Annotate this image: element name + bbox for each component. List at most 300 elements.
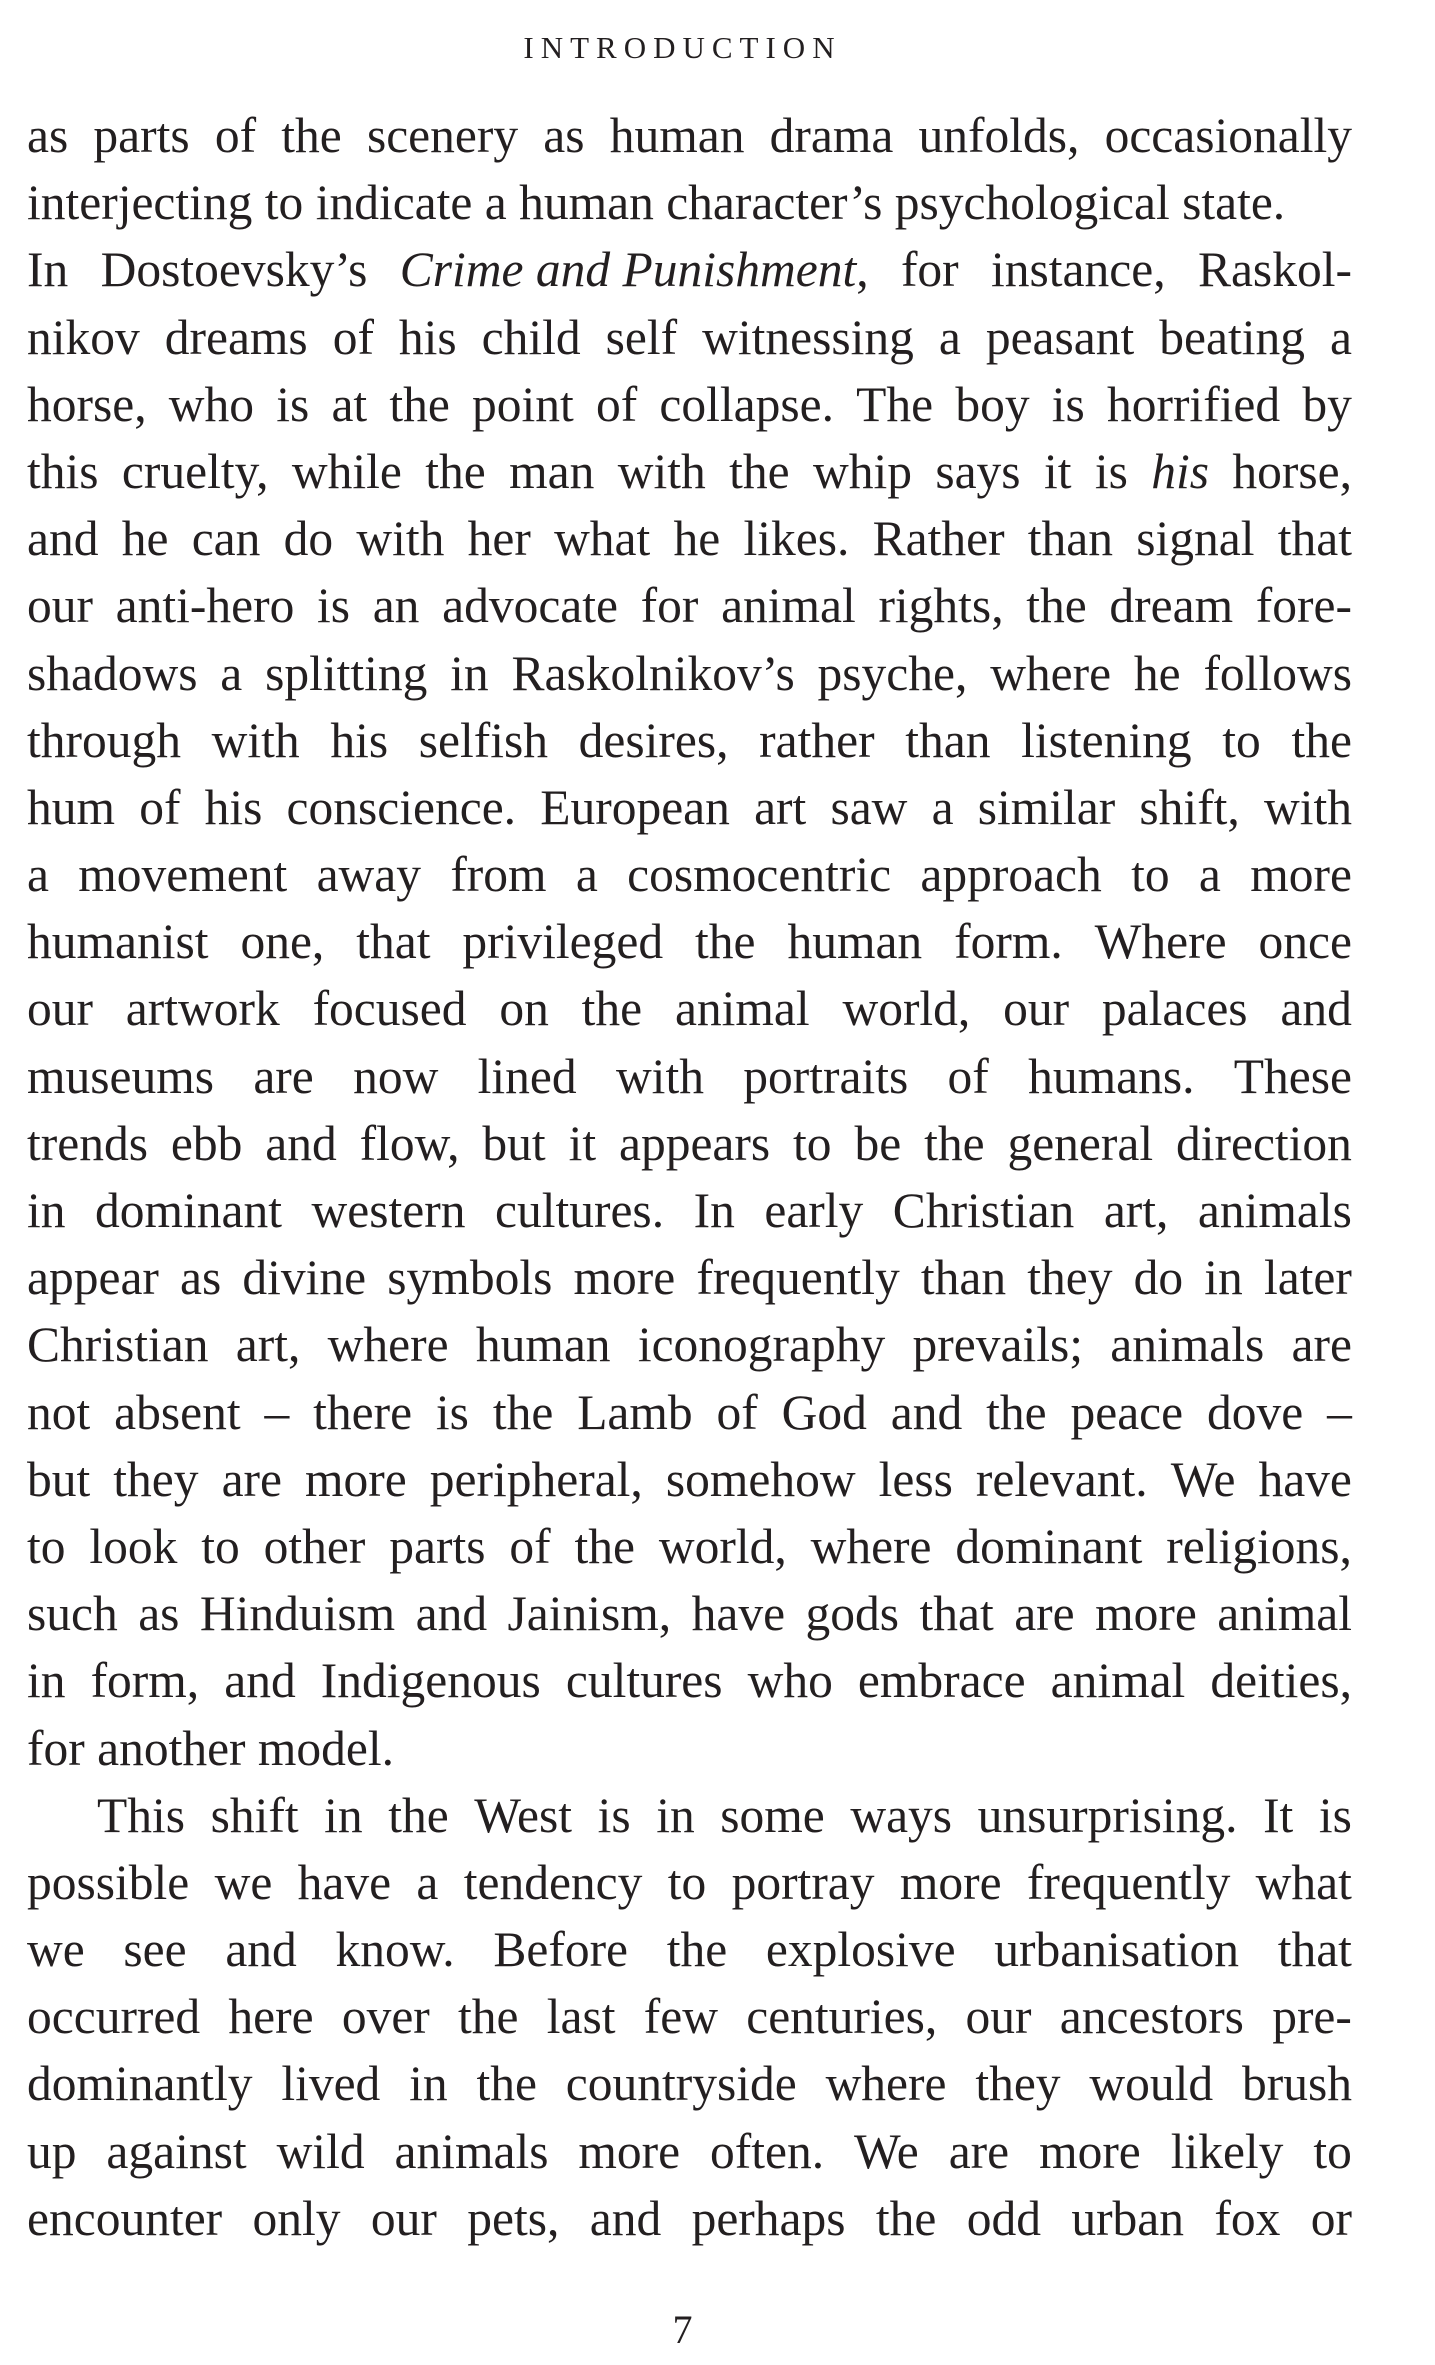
text-line — [27, 2050, 1352, 2117]
word: our — [27, 981, 93, 1037]
word: flow, — [359, 1115, 460, 1171]
word: beating — [1159, 309, 1305, 365]
word: to — [1222, 712, 1261, 768]
word: iconography — [637, 1317, 886, 1373]
word: our — [1003, 981, 1070, 1037]
word: general — [1007, 1115, 1154, 1171]
page-number: 7 — [672, 2307, 693, 2352]
word: human — [519, 175, 654, 231]
word: movement — [78, 847, 288, 903]
text-line — [27, 640, 1352, 707]
word: is — [276, 376, 310, 432]
word: as — [543, 108, 585, 163]
word: to — [1313, 2123, 1352, 2179]
word: he — [1133, 645, 1181, 701]
word: cruelty, — [121, 443, 269, 499]
word: The — [856, 376, 934, 432]
word: where — [990, 645, 1112, 701]
word: scenery — [366, 108, 519, 163]
word: centuries, — [746, 1989, 938, 2045]
word: ways — [850, 1787, 953, 1843]
word: ancestors — [1059, 1989, 1244, 2045]
running-head: INTRODUCTION — [523, 30, 842, 65]
word: we — [27, 1922, 85, 1978]
word: peace — [1070, 1384, 1184, 1440]
word: are — [253, 1048, 314, 1104]
word: self — [605, 309, 678, 365]
word: form. — [954, 914, 1063, 970]
word: more — [1095, 1586, 1197, 1642]
word: or — [1310, 2190, 1352, 2246]
word: and — [265, 1115, 337, 1171]
word: only — [252, 2190, 341, 2246]
word: is — [597, 1787, 631, 1843]
word: is — [1094, 443, 1128, 499]
word: that — [1277, 1922, 1352, 1978]
word: than — [905, 712, 991, 768]
word: In — [693, 1183, 735, 1238]
word: his — [398, 309, 457, 365]
word: In — [27, 242, 69, 298]
word: at — [331, 376, 368, 432]
word: God — [781, 1384, 867, 1440]
word: human — [475, 1317, 611, 1373]
word: it — [568, 1115, 597, 1171]
word: to — [667, 1854, 707, 1910]
word: art — [754, 779, 807, 835]
word: Hinduism — [199, 1586, 396, 1642]
word: his — [204, 779, 263, 835]
word: in — [27, 1183, 66, 1238]
word: have — [1258, 1451, 1352, 1507]
word: shift, — [1139, 779, 1240, 835]
word: are — [948, 2123, 1010, 2179]
word: direction — [1176, 1115, 1352, 1171]
word: by — [1302, 376, 1352, 432]
word: but — [482, 1115, 546, 1171]
word: for — [27, 1720, 85, 1776]
word: last — [546, 1989, 616, 2045]
word: do — [1133, 1250, 1184, 1306]
word: tendency — [463, 1854, 643, 1910]
word: dream — [1109, 578, 1234, 634]
word: horse, — [27, 376, 147, 432]
word: Christian — [27, 1317, 209, 1373]
word: as — [138, 1586, 180, 1642]
word: more — [1250, 847, 1352, 903]
word: appear — [27, 1250, 159, 1306]
word: and — [224, 1653, 296, 1709]
word: rather — [759, 712, 875, 768]
word: occurred — [27, 1989, 201, 2045]
word: they — [113, 1451, 199, 1507]
word: divine — [242, 1250, 367, 1306]
word: the — [729, 443, 790, 499]
word: world, — [658, 1518, 787, 1574]
word: in — [450, 645, 489, 701]
word: parts — [93, 108, 190, 163]
word: Lamb — [577, 1384, 693, 1440]
word: less — [878, 1451, 953, 1507]
word: We — [1170, 1451, 1236, 1507]
word: appears — [618, 1115, 771, 1171]
word: the — [476, 2056, 537, 2112]
word: fox — [1214, 2190, 1281, 2246]
text-line — [27, 1043, 1352, 1110]
word: few — [643, 1989, 718, 2045]
text-line — [27, 1580, 1352, 1647]
text-line — [27, 2118, 1352, 2185]
text-line — [27, 1513, 1352, 1580]
word: the — [924, 1115, 985, 1171]
word: look — [89, 1518, 178, 1574]
word: of — [716, 1384, 758, 1440]
word: with — [211, 712, 300, 768]
word: for — [640, 578, 699, 634]
word: our — [965, 1989, 1032, 2045]
word: peasant — [985, 309, 1135, 365]
word: peripheral, — [429, 1451, 643, 1507]
word: it — [1043, 443, 1072, 499]
word: interjecting — [27, 175, 253, 231]
word: animals — [1110, 1317, 1265, 1373]
word: than — [1027, 511, 1114, 567]
word: unsurprising. — [977, 1787, 1238, 1843]
word: countryside — [565, 2056, 797, 2112]
word: desires, — [578, 712, 729, 768]
word: that — [356, 914, 431, 970]
word: more — [1039, 2123, 1141, 2179]
word: often. — [710, 2123, 825, 2179]
word: is — [1051, 376, 1085, 432]
word: art, — [1103, 1183, 1169, 1238]
word: the — [388, 1787, 449, 1843]
text-line — [27, 1311, 1352, 1378]
word: animal — [1050, 1653, 1186, 1709]
word: portray — [731, 1854, 875, 1910]
word: more — [578, 2123, 681, 2179]
word: her — [467, 511, 531, 567]
word: likes. — [743, 511, 850, 567]
word: humans. — [1028, 1048, 1195, 1104]
word: trends — [27, 1115, 148, 1171]
word: psychological — [894, 175, 1170, 231]
word: in — [1204, 1250, 1243, 1306]
word: somehow — [665, 1451, 856, 1507]
word: privileged — [462, 914, 664, 970]
word: perhaps — [691, 2190, 846, 2246]
word: once — [1258, 914, 1352, 970]
word: against — [106, 2123, 247, 2179]
word: dreams — [164, 309, 308, 365]
word: a — [27, 847, 49, 903]
word: occasionally — [1104, 108, 1352, 163]
word: what — [554, 511, 651, 567]
word: he — [121, 511, 169, 567]
punctuation: , — [856, 242, 869, 298]
word: psyche, — [817, 645, 968, 701]
word: the — [458, 1989, 519, 2045]
word: the — [875, 2190, 937, 2246]
text-line — [27, 1715, 1352, 1782]
word: pets, — [467, 2190, 560, 2246]
word: of — [139, 779, 181, 835]
word: dominant — [95, 1183, 283, 1238]
word: anti-hero — [115, 578, 295, 634]
word: possible — [27, 1854, 190, 1910]
word: deities, — [1210, 1653, 1352, 1709]
word: Christian — [892, 1183, 1075, 1238]
text-line — [27, 975, 1352, 1042]
word: the — [1291, 712, 1352, 768]
text-line — [27, 505, 1352, 572]
word: portraits — [743, 1048, 909, 1104]
word: from — [450, 847, 547, 903]
word: he — [673, 511, 721, 567]
text-line — [27, 102, 1352, 169]
word: with — [1263, 779, 1352, 835]
word: lined — [477, 1048, 577, 1104]
word: Dostoevsky’s — [100, 242, 368, 298]
word: West — [474, 1787, 573, 1843]
word: through — [27, 712, 181, 768]
word: early — [764, 1183, 864, 1238]
word: relevant. — [975, 1451, 1148, 1507]
word: are — [1291, 1317, 1352, 1373]
word: one, — [240, 914, 325, 970]
text-line — [27, 2185, 1352, 2252]
word: are — [221, 1451, 282, 1507]
text-line — [27, 774, 1352, 841]
word: where — [810, 1518, 932, 1574]
word: our — [370, 2190, 437, 2246]
word: likely — [1170, 2123, 1284, 2179]
word: rights, — [878, 578, 1004, 634]
word: Rather — [872, 511, 1005, 567]
word: shift — [210, 1787, 299, 1843]
word: saw — [830, 779, 908, 835]
word: – — [1327, 1384, 1352, 1440]
word: approach — [920, 847, 1102, 903]
word: know. — [335, 1922, 455, 1978]
word: some — [720, 1787, 825, 1843]
word: would — [1089, 2056, 1214, 2112]
word: for — [900, 242, 959, 298]
word: and — [1280, 981, 1352, 1037]
word: is — [1318, 1787, 1352, 1843]
word: signal — [1136, 511, 1255, 567]
text-line — [27, 1647, 1352, 1714]
word: and — [27, 511, 99, 567]
text-line — [27, 1177, 1352, 1244]
word: to — [201, 1518, 240, 1574]
text-line — [27, 1916, 1352, 1983]
word: the — [281, 108, 342, 163]
word: urbanisation — [994, 1922, 1239, 1978]
word: animal — [1217, 1586, 1352, 1642]
word: embrace — [857, 1653, 1026, 1709]
text-line — [27, 1983, 1352, 2050]
word: European — [540, 779, 730, 835]
word: the — [695, 914, 756, 970]
word: what — [1255, 1854, 1352, 1910]
word: child — [481, 309, 581, 365]
word: human — [787, 914, 923, 970]
word: dominantly — [27, 2056, 253, 2112]
word: a — [1329, 309, 1352, 365]
word: on — [499, 981, 549, 1037]
text-line — [27, 169, 1352, 236]
word: model. — [257, 1720, 395, 1776]
word: palaces — [1101, 981, 1248, 1037]
word: world, — [842, 981, 971, 1037]
word: who — [747, 1653, 833, 1709]
word: do — [283, 511, 334, 567]
word: as — [27, 108, 69, 163]
word: now — [353, 1048, 439, 1104]
word: the — [1026, 578, 1087, 634]
word: away — [316, 847, 422, 903]
word: a — [575, 847, 598, 903]
word: in — [409, 2056, 448, 2112]
word: brush — [1241, 2056, 1352, 2112]
word: similar — [977, 779, 1116, 835]
word: the — [574, 1518, 635, 1574]
word: animal — [721, 578, 856, 634]
word: explosive — [765, 1922, 956, 1978]
word: where — [327, 1317, 449, 1373]
word: his — [1151, 443, 1210, 499]
word: dominant — [955, 1518, 1143, 1574]
word: have — [297, 1854, 392, 1910]
word: These — [1233, 1048, 1352, 1104]
word: of — [214, 108, 257, 163]
word: and — [225, 1922, 297, 1978]
word: and — [890, 1384, 963, 1440]
word: We — [854, 2123, 919, 2179]
text-line — [27, 1849, 1352, 1916]
word: as — [180, 1250, 222, 1306]
word: here — [228, 1989, 314, 2045]
word: while — [291, 443, 402, 499]
word: listening — [1021, 712, 1192, 768]
word: an — [372, 578, 420, 634]
word: up — [27, 2123, 77, 2179]
word: symbols — [387, 1250, 553, 1306]
word: the — [986, 1384, 1047, 1440]
word: a — [1198, 847, 1221, 903]
word: hum — [27, 779, 116, 835]
text-line — [27, 1244, 1352, 1311]
word: human — [609, 108, 745, 163]
word: that — [919, 1586, 994, 1642]
word: more — [899, 1854, 1002, 1910]
word: is — [435, 1384, 469, 1440]
word: nikov — [27, 309, 140, 365]
word: horrified — [1106, 376, 1281, 432]
word: of — [509, 1518, 551, 1574]
word: over — [341, 1989, 430, 2045]
word: shadows — [27, 645, 198, 701]
text-line — [27, 371, 1352, 438]
word: prevails; — [912, 1317, 1083, 1373]
word: a — [484, 175, 507, 231]
word: witnessing — [702, 309, 914, 365]
word: urban — [1071, 2190, 1185, 2246]
word: the — [666, 1922, 728, 1978]
word: character’s — [666, 175, 883, 231]
word: the — [581, 981, 643, 1037]
word: horse, — [1232, 443, 1352, 499]
word: in — [324, 1787, 363, 1843]
text-line — [27, 1782, 1352, 1849]
word: are — [1014, 1586, 1075, 1642]
word: a — [931, 779, 954, 835]
word: conscience. — [286, 779, 517, 835]
word: animals — [394, 2123, 549, 2179]
text-line — [27, 1446, 1352, 1513]
word: lived — [281, 2056, 381, 2112]
word: cultures — [565, 1653, 723, 1709]
word: the — [389, 376, 450, 432]
word: a — [220, 645, 243, 701]
word: they — [975, 2056, 1061, 2112]
word: Crime and Punishment, — [399, 242, 869, 298]
word: point — [472, 376, 574, 432]
word: to — [793, 1115, 832, 1171]
text-line — [27, 707, 1352, 774]
word: frequently — [696, 1250, 900, 1306]
word: selfish — [418, 712, 549, 768]
word: another — [97, 1720, 246, 1776]
word: artwork — [125, 981, 280, 1037]
word: follows — [1203, 645, 1352, 701]
word: form, — [90, 1653, 200, 1709]
word: his — [330, 712, 389, 768]
word: It — [1263, 1787, 1294, 1843]
word: cosmocentric — [627, 847, 892, 903]
word: later — [1263, 1250, 1352, 1306]
text-line — [27, 841, 1352, 908]
text-line — [27, 438, 1352, 505]
text-line — [27, 572, 1352, 639]
text-line — [27, 1110, 1352, 1177]
word: whip — [812, 443, 912, 499]
word: religions, — [1166, 1518, 1352, 1574]
word: instance, — [991, 242, 1166, 298]
text-line — [27, 236, 1352, 303]
word: museums — [27, 1048, 215, 1104]
word: we — [214, 1854, 273, 1910]
word: animals — [1197, 1183, 1352, 1238]
text-line — [27, 1379, 1352, 1446]
word: state. — [1182, 175, 1286, 231]
word: indicate — [315, 175, 473, 231]
word: and — [589, 2190, 662, 2246]
word: Indigenous — [320, 1653, 541, 1709]
word: such — [27, 1586, 118, 1642]
word: with — [356, 511, 445, 567]
word: be — [854, 1115, 902, 1171]
word: that — [1277, 511, 1352, 567]
word: our — [27, 578, 93, 634]
word: collapse. — [659, 376, 834, 432]
word: who — [168, 376, 255, 432]
word: other — [263, 1518, 366, 1574]
word: in — [656, 1787, 695, 1843]
word: with — [617, 443, 706, 499]
word: to — [264, 175, 304, 231]
